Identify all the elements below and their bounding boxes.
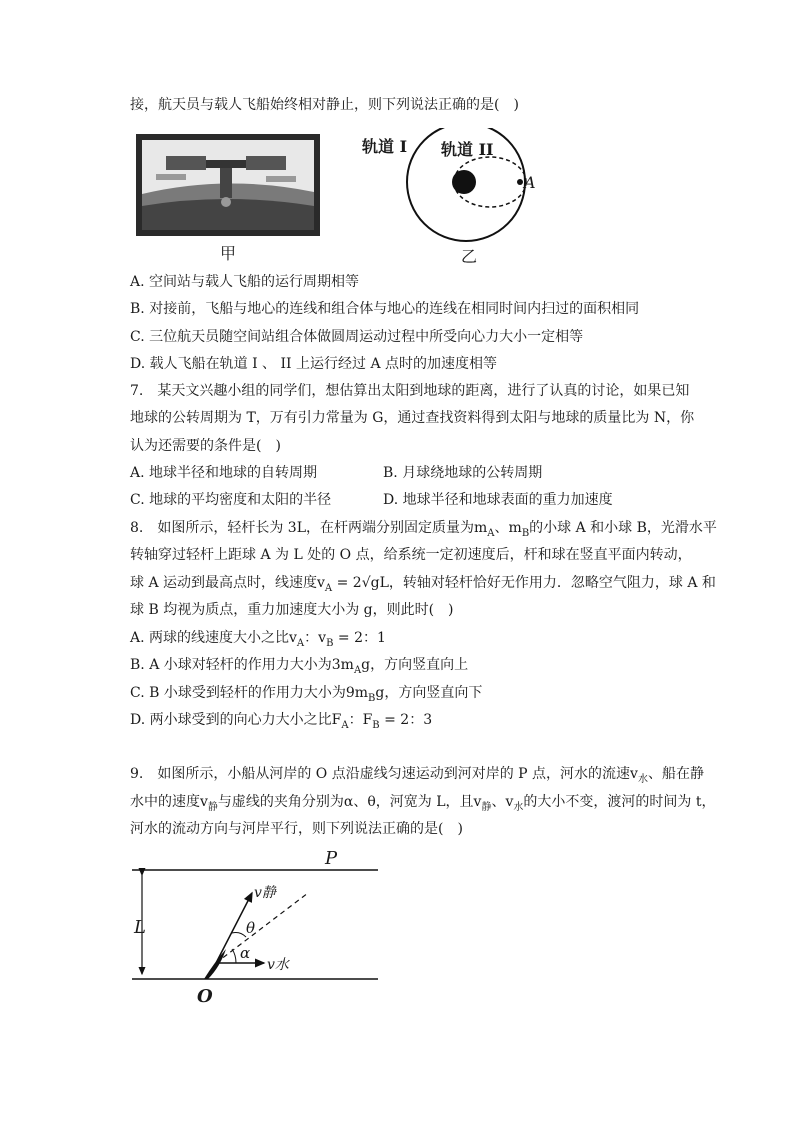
q6-intro: 接，航天员与载人飞船始终相对静止，则下列说法正确的是( ) bbox=[130, 97, 519, 113]
q8-opt-a-text: A. 两球的线速度大小之比v bbox=[130, 630, 297, 646]
q8-opt-d-end: = 2：3 bbox=[379, 712, 433, 728]
q7-stem-line-3: 认为还需要的条件是( ) bbox=[130, 438, 281, 454]
q6-option-c: C. 三位航天员随空间站组合体做圆周运动过程中所受向心力大小一定相等 bbox=[130, 329, 584, 345]
q7-stem-line-1: 7. 某天文兴趣小组的同学们，想估算出太阳到地球的距离，进行了认真的讨论，如果已知 bbox=[130, 383, 690, 399]
q8-stem-1-sub-b: B bbox=[521, 527, 530, 539]
q9-l2-sub3: 水 bbox=[513, 801, 524, 813]
river-v-water-label: v水 bbox=[267, 957, 289, 973]
q8-stem-1a: 8. 如图所示，轻杆长为 3L，在杆两端分别固定质量为m bbox=[130, 520, 488, 536]
q8-opt-d-sub1: A bbox=[341, 719, 349, 731]
q7-stem-line-2: 地球的公转周期为 T，万有引力常量为 G，通过查找资料得到太阳与地球的质量比为 N，你 bbox=[130, 410, 695, 426]
river-diagram bbox=[128, 845, 388, 1015]
river-p-label: P bbox=[325, 848, 338, 869]
q8-option-a bbox=[130, 628, 386, 654]
q8-opt-a-end: = 2：1 bbox=[333, 630, 386, 646]
figure-jia-caption: 甲 bbox=[220, 244, 237, 263]
orbit-1-label: 轨道 I bbox=[362, 137, 408, 156]
q8-stem-3a: 球 A 运动到最高点时，线速度v bbox=[130, 575, 325, 591]
q8-opt-a-mid: ：v bbox=[304, 630, 327, 646]
q8-stem-line-3 bbox=[130, 573, 716, 599]
q9-l2-sub1: 静 bbox=[207, 801, 218, 813]
river-o-label: O bbox=[197, 986, 213, 1007]
point-a-label: A bbox=[524, 173, 536, 192]
q8-stem-3-sub: A bbox=[324, 582, 333, 594]
q8-opt-a-sub1: A bbox=[296, 637, 305, 649]
river-figure bbox=[128, 845, 388, 1015]
q8-opt-d-text: D. 两小球受到的向心力大小之比F bbox=[130, 712, 342, 728]
q8-opt-a-sub2: B bbox=[326, 637, 334, 649]
q8-stem-line-4: 球 B 均视为质点，重力加速度大小为 g，则此时( ) bbox=[130, 602, 454, 618]
river-v-boat-label: v静 bbox=[254, 885, 276, 901]
q8-stem-line-2: 转轴穿过轻杆上距球 A 为 L 处的 O 点，给系统一定初速度后，杆和球在竖直平面内转动， bbox=[130, 547, 692, 563]
q8-opt-b-text: B. A 小球对轻杆的作用力大小为3m bbox=[130, 657, 354, 673]
q9-stem-line-1 bbox=[130, 764, 704, 790]
q9-l2-b: 与虚线的夹角分别为α、θ，河宽为 L，且v bbox=[217, 794, 482, 810]
q8-stem-line-1 bbox=[130, 518, 717, 544]
q8-opt-d-mid: ：F bbox=[348, 712, 373, 728]
river-l-label: L bbox=[134, 917, 146, 938]
q8-option-d bbox=[130, 710, 432, 736]
q6-option-a: A. 空间站与载人飞船的运行周期相等 bbox=[130, 274, 360, 290]
q8-option-c bbox=[130, 683, 482, 709]
q8-opt-b-end: g，方向竖直向上 bbox=[361, 657, 469, 673]
q9-l1-sub: 水 bbox=[637, 773, 648, 785]
q8-opt-d-sub2: B bbox=[372, 719, 380, 731]
q8-opt-c-end: g，方向竖直向下 bbox=[375, 685, 483, 701]
figure-yi-caption: 乙 bbox=[461, 247, 478, 266]
q7-option-a: A. 地球半径和地球的自转周期 bbox=[130, 465, 318, 481]
q9-l2-a: 水中的速度v bbox=[130, 794, 208, 810]
q9-l1-a: 9. 如图所示，小船从河岸的 O 点沿虚线匀速运动到河对岸的 P 点，河水的流速v bbox=[130, 766, 638, 782]
q7-option-b: B. 月球绕地球的公转周期 bbox=[383, 465, 543, 481]
q7-option-c: C. 地球的平均密度和太阳的半径 bbox=[130, 492, 332, 508]
q8-opt-c-text: C. B 小球受到轻杆的作用力大小为9m bbox=[130, 685, 369, 701]
q9-l1-b: 、船在静 bbox=[647, 766, 704, 782]
space-station-photo bbox=[136, 134, 320, 236]
q9-stem-line-2 bbox=[130, 792, 715, 818]
q8-opt-c-sub: B bbox=[368, 692, 376, 704]
q8-stem-3b: = 2√gL，转轴对轻杆恰好无作用力．忽略空气阻力，球 A 和 bbox=[332, 575, 716, 591]
q6-option-b: B. 对接前，飞船与地心的连线和组合体与地心的连线在相同时间内扫过的面积相同 bbox=[130, 301, 640, 317]
q8-stem-1b: 、m bbox=[494, 520, 522, 536]
q8-option-b bbox=[130, 655, 468, 681]
q9-l2-d: 的大小不变，渡河的时间为 t， bbox=[523, 794, 716, 810]
orbit-2-label: 轨道 II bbox=[441, 140, 494, 159]
q9-l2-sub2: 静 bbox=[481, 801, 492, 813]
q7-option-d: D. 地球半径和地球表面的重力加速度 bbox=[383, 492, 613, 508]
q9-l2-c: 、v bbox=[491, 794, 514, 810]
river-alpha-label: α bbox=[240, 944, 251, 962]
q6-option-d: D. 载人飞船在轨道 I 、 II 上运行经过 A 点时的加速度相等 bbox=[130, 356, 498, 372]
figure-jia bbox=[136, 134, 320, 236]
river-theta-label: θ bbox=[246, 919, 256, 937]
q8-stem-1c: 的小球 A 和小球 B，光滑水平 bbox=[529, 520, 717, 536]
q9-stem-line-3: 河水的流动方向与河岸平行，则下列说法正确的是( ) bbox=[130, 821, 463, 837]
q8-stem-1-sub-a: A bbox=[487, 527, 495, 539]
q8-opt-b-sub: A bbox=[353, 664, 362, 676]
